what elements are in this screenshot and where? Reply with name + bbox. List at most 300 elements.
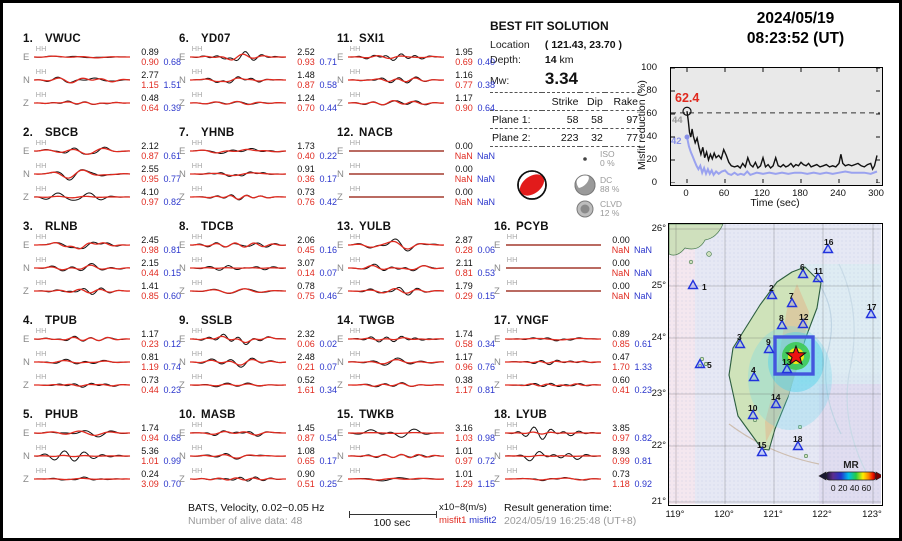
station-panel-phub xyxy=(23,409,181,490)
misfit2-value: 0.02 xyxy=(319,339,337,349)
trace-values xyxy=(445,281,473,301)
obs-amplitude: 0.00 xyxy=(612,235,630,245)
waveform-box xyxy=(190,257,287,279)
waveform-trace-e xyxy=(337,328,495,350)
misfit2-value: 0.15 xyxy=(163,268,181,278)
misfit1-value: 0.76 xyxy=(297,197,315,207)
component-label: E xyxy=(337,333,344,345)
waveform-box xyxy=(190,280,287,302)
waveform-box xyxy=(190,468,287,490)
filter-info: BATS, Velocity, 0.02−0.05 Hz xyxy=(188,502,325,514)
misfit1-value: 1.29 xyxy=(455,479,473,489)
misfit1-value: 0.85 xyxy=(141,291,159,301)
map-station-number-13: 13 xyxy=(782,357,792,367)
misfit2-value: 0.39 xyxy=(163,103,181,113)
station-title xyxy=(179,127,337,139)
misfit-chart-plot-area xyxy=(670,67,883,186)
misfit2-value: 0.82 xyxy=(163,197,181,207)
col-header-dip: Dip xyxy=(587,95,603,108)
misfit2-value: 0.70 xyxy=(163,479,181,489)
channel-label: HH xyxy=(191,90,203,99)
waveform-plot xyxy=(505,374,602,396)
channel-label: HH xyxy=(506,443,518,452)
waveform-trace-z xyxy=(179,280,337,302)
station-number: 4. xyxy=(23,315,33,327)
event-datetime xyxy=(693,9,898,49)
misfit2-value: 0.16 xyxy=(319,245,337,255)
waveform-plot xyxy=(34,234,131,256)
waveform-plot xyxy=(348,328,445,350)
misfit2-value: 0.25 xyxy=(319,479,337,489)
trace-values xyxy=(602,352,630,372)
channel-label: HH xyxy=(35,349,47,358)
channel-label: HH xyxy=(191,372,203,381)
misfit2-value: 0.07 xyxy=(319,268,337,278)
component-label: Z xyxy=(337,473,343,485)
plane-dip: 58 xyxy=(591,113,603,126)
waveform-box xyxy=(34,140,131,162)
x-tick-120: 120 xyxy=(754,188,770,199)
waveform-box xyxy=(190,186,287,208)
obs-amplitude: 0.91 xyxy=(297,164,315,174)
map-station-number-10: 10 xyxy=(748,403,758,413)
mw-row xyxy=(490,69,642,89)
trace-values xyxy=(602,281,630,301)
map-lat-25°: 25° xyxy=(651,280,666,291)
channel-label: HH xyxy=(191,44,203,53)
waveform-box xyxy=(348,328,445,350)
component-label: N xyxy=(337,168,344,180)
station-code: YHNB xyxy=(201,127,235,139)
trace-values xyxy=(602,423,630,443)
misfit1-value: 0.14 xyxy=(297,268,315,278)
station-code: TWKB xyxy=(359,409,395,421)
component-label: Z xyxy=(179,379,185,391)
trace-values xyxy=(445,258,473,278)
waveform-box xyxy=(505,328,602,350)
station-title xyxy=(23,127,181,139)
component-label: Z xyxy=(337,97,343,109)
misfit2-value: 0.17 xyxy=(319,456,337,466)
misfit1-value: 1.15 xyxy=(141,80,159,90)
component-label: Z xyxy=(179,473,185,485)
waveform-plot xyxy=(190,234,287,256)
waveform-trace-z xyxy=(23,468,181,490)
decomposition-clvd: CLVD 12 % xyxy=(600,200,623,218)
waveform-plot xyxy=(190,328,287,350)
waveform-box xyxy=(505,468,602,490)
station-number: 16. xyxy=(494,221,511,233)
misfit2-value: 0.81 xyxy=(477,385,495,395)
obs-amplitude: 2.52 xyxy=(297,47,315,57)
waveform-box xyxy=(34,374,131,396)
misfit1-legend-label: misfit1 xyxy=(439,515,467,526)
waveform-plot xyxy=(34,468,131,490)
plane-dip: 32 xyxy=(591,131,603,144)
waveform-trace-n xyxy=(23,257,181,279)
channel-label: HH xyxy=(35,326,47,335)
obs-amplitude: 1.24 xyxy=(297,93,315,103)
station-title xyxy=(337,315,495,327)
misfit2-value: 0.92 xyxy=(634,479,652,489)
trace-values xyxy=(445,164,473,184)
misfit1-value: 0.95 xyxy=(141,174,159,184)
waveform-box xyxy=(190,328,287,350)
misfit2-value: 0.42 xyxy=(319,197,337,207)
station-code: SBCB xyxy=(45,127,79,139)
station-code: MASB xyxy=(201,409,236,421)
channel-label: HH xyxy=(349,161,361,170)
station-number: 14. xyxy=(337,315,354,327)
obs-amplitude: 0.00 xyxy=(455,164,473,174)
misfit2-value: NaN xyxy=(633,245,652,255)
waveform-plot xyxy=(190,69,287,91)
waveform-plot xyxy=(190,280,287,302)
waveform-plot xyxy=(34,69,131,91)
waveform-box xyxy=(505,422,602,444)
station-panel-yulb xyxy=(337,221,495,302)
x-tick-240: 240 xyxy=(830,188,846,199)
station-code: YULB xyxy=(359,221,392,233)
trace-values xyxy=(131,235,159,255)
channel-label: HH xyxy=(35,443,47,452)
waveform-box xyxy=(190,422,287,444)
misfit1-value: NaN xyxy=(611,245,630,255)
channel-label: HH xyxy=(506,349,518,358)
channel-label: HH xyxy=(349,184,361,193)
component-label: Z xyxy=(494,379,500,391)
waveform-trace-z xyxy=(179,468,337,490)
time-scale-label: 100 sec xyxy=(373,517,411,529)
obs-amplitude: 0.48 xyxy=(141,93,159,103)
channel-label: HH xyxy=(35,278,47,287)
channel-label: HH xyxy=(349,372,361,381)
channel-label: HH xyxy=(349,44,361,53)
station-number: 6. xyxy=(179,33,189,45)
trace-values xyxy=(445,141,473,161)
misfit1-value: NaN xyxy=(454,197,473,207)
trace-values xyxy=(445,329,473,349)
station-title xyxy=(23,409,181,421)
map-station-number-17: 17 xyxy=(867,302,877,312)
channel-label: HH xyxy=(349,278,361,287)
misfit2-value: 0.68 xyxy=(163,433,181,443)
obs-amplitude: 2.12 xyxy=(141,141,159,151)
misfit1-value: 0.44 xyxy=(141,385,159,395)
component-label: N xyxy=(179,356,186,368)
station-code: YD07 xyxy=(201,33,231,45)
waveform-trace-e xyxy=(494,328,652,350)
misfit1-value: 0.40 xyxy=(297,151,315,161)
component-label: E xyxy=(23,145,30,157)
trace-values xyxy=(131,375,159,395)
waveform-plot xyxy=(348,140,445,162)
waveform-plot xyxy=(348,280,445,302)
trace-values xyxy=(131,70,159,90)
channel-label: HH xyxy=(349,232,361,241)
trace-values xyxy=(602,375,630,395)
trace-values xyxy=(131,93,159,113)
channel-label: HH xyxy=(349,443,361,452)
waveform-box xyxy=(190,445,287,467)
misfit2-value: 0.46 xyxy=(319,291,337,301)
waveform-trace-n xyxy=(179,257,337,279)
trace-values xyxy=(287,375,315,395)
waveform-box xyxy=(34,280,131,302)
waveform-box xyxy=(190,234,287,256)
misfit2-value: NaN xyxy=(476,151,495,161)
component-label: Z xyxy=(179,191,185,203)
trace-values xyxy=(445,47,473,67)
waveform-plot xyxy=(190,445,287,467)
obs-amplitude: 2.87 xyxy=(455,235,473,245)
trace-values xyxy=(287,446,315,466)
misfit1-value: 0.64 xyxy=(141,103,159,113)
station-panel-nacb xyxy=(337,127,495,208)
misfit1-value: 0.97 xyxy=(141,197,159,207)
waveform-trace-e xyxy=(23,328,181,350)
waveform-plot xyxy=(34,186,131,208)
trace-values xyxy=(131,258,159,278)
station-title xyxy=(179,409,337,421)
station-panel-sslb xyxy=(179,315,337,396)
component-label: N xyxy=(494,356,501,368)
component-label: N xyxy=(337,450,344,462)
station-code: TDCB xyxy=(201,221,234,233)
plane-label-col xyxy=(490,93,542,111)
station-code: TPUB xyxy=(45,315,78,327)
waveform-trace-z xyxy=(179,374,337,396)
component-label: N xyxy=(337,356,344,368)
waveform-trace-n xyxy=(23,445,181,467)
channel-label: HH xyxy=(191,255,203,264)
waveform-plot xyxy=(505,351,602,373)
station-code: NACB xyxy=(359,127,394,139)
component-label: E xyxy=(337,427,344,439)
waveform-box xyxy=(190,163,287,185)
misfit1-value: 0.69 xyxy=(455,57,473,67)
channel-label: HH xyxy=(191,420,203,429)
obs-amplitude: 0.00 xyxy=(455,187,473,197)
channel-label: HH xyxy=(349,349,361,358)
trace-values xyxy=(287,141,315,161)
channel-label: HH xyxy=(35,420,47,429)
component-label: Z xyxy=(23,285,29,297)
station-number: 17. xyxy=(494,315,511,327)
station-panel-pcyb xyxy=(494,221,652,302)
station-number: 5. xyxy=(23,409,33,421)
trace-values xyxy=(445,469,473,489)
misfit2-value: 0.23 xyxy=(163,385,181,395)
waveform-trace-n xyxy=(23,69,181,91)
misfit1-value: 1.70 xyxy=(612,362,630,372)
trace-values xyxy=(445,423,473,443)
waveform-trace-n xyxy=(494,257,652,279)
channel-label: HH xyxy=(506,326,518,335)
trace-values xyxy=(602,235,630,255)
misfit2-value: 0.17 xyxy=(319,174,337,184)
y-tick-60: 60 xyxy=(646,108,657,119)
misfit2-value: 1.15 xyxy=(477,479,495,489)
trace-values xyxy=(287,164,315,184)
map-lon-120°: 120° xyxy=(714,509,734,520)
waveform-box xyxy=(348,186,445,208)
station-code: SXI1 xyxy=(359,33,385,45)
waveform-plot xyxy=(348,374,445,396)
map-station-number-11: 11 xyxy=(814,266,823,276)
waveform-plot xyxy=(505,234,602,256)
channel-label: HH xyxy=(191,349,203,358)
misfit1-value: 0.87 xyxy=(141,151,159,161)
waveform-box xyxy=(348,69,445,91)
plane-row-1 xyxy=(490,111,640,129)
station-panel-tdcb xyxy=(179,221,337,302)
trace-values xyxy=(287,70,315,90)
trace-values xyxy=(131,469,159,489)
waveform-box xyxy=(505,445,602,467)
waveform-box xyxy=(348,280,445,302)
misfit2-value: 0.81 xyxy=(634,456,652,466)
channel-label: HH xyxy=(506,278,518,287)
misfit1-value: 0.21 xyxy=(297,362,315,372)
station-title xyxy=(494,409,652,421)
panel-title: BEST FIT SOLUTION xyxy=(490,19,609,33)
component-label: E xyxy=(23,427,30,439)
channel-label: HH xyxy=(35,255,47,264)
misfit2-value: 0.34 xyxy=(319,385,337,395)
channel-label: HH xyxy=(35,372,47,381)
misfit2-value: 0.53 xyxy=(477,268,495,278)
station-title xyxy=(337,221,495,233)
focal-mechanism-graphic xyxy=(490,147,642,219)
obs-amplitude: 1.73 xyxy=(297,141,315,151)
component-label: E xyxy=(337,145,344,157)
channel-label: HH xyxy=(35,161,47,170)
trace-values xyxy=(445,446,473,466)
waveform-trace-z xyxy=(179,186,337,208)
waveform-box xyxy=(34,234,131,256)
waveform-trace-n xyxy=(337,351,495,373)
map-lon-119°: 119° xyxy=(665,509,685,520)
waveform-box xyxy=(505,374,602,396)
plane-strike: 223 xyxy=(560,131,579,144)
channel-label: HH xyxy=(349,420,361,429)
station-panel-yhnb xyxy=(179,127,337,208)
misfit2-value: 0.72 xyxy=(477,456,495,466)
waveform-trace-n xyxy=(179,69,337,91)
station-number: 7. xyxy=(179,127,189,139)
misfit2-value: NaN xyxy=(476,174,495,184)
station-number: 13. xyxy=(337,221,354,233)
waveform-box xyxy=(348,422,445,444)
misfit1-value: 0.65 xyxy=(297,456,315,466)
trace-values xyxy=(131,423,159,443)
waveform-box xyxy=(348,46,445,68)
station-panel-masb xyxy=(179,409,337,490)
misfit2-value: NaN xyxy=(476,197,495,207)
misfit2-value: NaN xyxy=(633,268,652,278)
component-label: N xyxy=(337,262,344,274)
obs-amplitude: 0.60 xyxy=(612,375,630,385)
station-panel-twgb xyxy=(337,315,495,396)
waveform-plot xyxy=(34,257,131,279)
iso-icon xyxy=(583,157,587,161)
waveform-box xyxy=(34,445,131,467)
station-panel-sbcb xyxy=(23,127,181,208)
waveform-trace-z xyxy=(494,280,652,302)
obs-amplitude: 4.10 xyxy=(141,187,159,197)
generation-time-label: Result generation time: xyxy=(504,502,612,514)
series-misfit1 xyxy=(687,111,877,169)
trace-values xyxy=(445,375,473,395)
waveform-box xyxy=(505,351,602,373)
obs-amplitude: 0.89 xyxy=(141,47,159,57)
waveform-plot xyxy=(505,445,602,467)
trace-values xyxy=(287,93,315,113)
channel-label: HH xyxy=(506,372,518,381)
x-tick-60: 60 xyxy=(718,188,730,199)
obs-amplitude: 0.89 xyxy=(612,329,630,339)
waveform-trace-e xyxy=(494,234,652,256)
trace-values xyxy=(287,187,315,207)
waveform-trace-z xyxy=(337,280,495,302)
component-label: N xyxy=(494,450,501,462)
station-title xyxy=(337,127,495,139)
plane-rake: 97 xyxy=(626,113,638,126)
waveform-trace-n xyxy=(337,257,495,279)
misfit-chart-xlabel: Time (sec) xyxy=(750,197,800,209)
waveform-box xyxy=(348,468,445,490)
misfit2-value: NaN xyxy=(633,291,652,301)
station-number: 8. xyxy=(179,221,189,233)
misfit2-value: 0.06 xyxy=(477,245,495,255)
y-tick-100: 100 xyxy=(641,62,657,73)
misfit1-value: 0.87 xyxy=(297,433,315,443)
decomposition-iso: ISO 0 % xyxy=(600,150,615,168)
waveform-plot xyxy=(348,46,445,68)
waveform-trace-z xyxy=(337,186,495,208)
waveform-box xyxy=(348,140,445,162)
map-graphic xyxy=(669,224,881,504)
trace-values xyxy=(131,187,159,207)
channel-label: HH xyxy=(191,443,203,452)
misfit2-value: 0.71 xyxy=(319,57,337,67)
waveform-plot xyxy=(505,468,602,490)
waveform-plot xyxy=(348,445,445,467)
obs-amplitude: 0.00 xyxy=(612,258,630,268)
waveform-box xyxy=(34,69,131,91)
location-label: Location xyxy=(490,39,530,51)
waveform-box xyxy=(348,351,445,373)
waveform-box xyxy=(348,374,445,396)
obs-amplitude: 0.73 xyxy=(141,375,159,385)
station-panel-sxi1 xyxy=(337,33,495,114)
waveform-trace-e xyxy=(179,46,337,68)
waveform-plot xyxy=(505,257,602,279)
misfit1-value: 0.93 xyxy=(297,57,315,67)
station-title xyxy=(23,315,181,327)
waveform-plot xyxy=(190,163,287,185)
station-number: 10. xyxy=(179,409,196,421)
obs-amplitude: 2.77 xyxy=(141,70,159,80)
waveform-plot xyxy=(34,46,131,68)
obs-amplitude: 0.52 xyxy=(297,375,315,385)
waveform-box xyxy=(34,351,131,373)
nodal-plane-table xyxy=(490,92,640,147)
plane-label: Plane 1: xyxy=(492,113,531,126)
location-value: ( 121.43, 23.70 ) xyxy=(544,39,622,51)
station-panel-lyub xyxy=(494,409,652,490)
